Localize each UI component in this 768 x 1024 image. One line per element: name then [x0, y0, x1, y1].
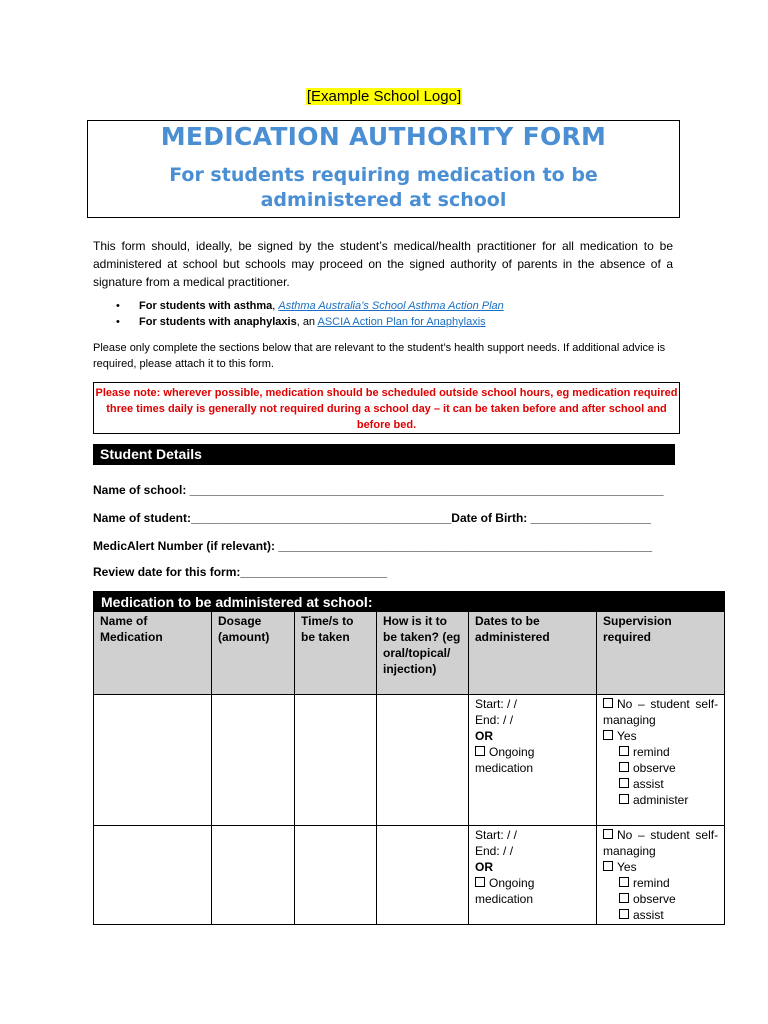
- yes-checkbox[interactable]: [603, 861, 613, 871]
- col-header: Dosage (amount): [212, 612, 295, 695]
- list-item: • For students with anaphylaxis, an ASCIA Action Plan for Anaphylaxis: [93, 314, 673, 330]
- medicalert-field[interactable]: MedicAlert Number (if relevant): ________________________________________________________: [93, 539, 653, 553]
- bullet-bold: For students with asthma: [139, 300, 273, 312]
- assist-checkbox[interactable]: [619, 778, 629, 788]
- table-row: [94, 695, 725, 826]
- observe-checkbox[interactable]: [619, 762, 629, 772]
- administer-checkbox[interactable]: [619, 794, 629, 804]
- ongoing-checkbox[interactable]: [475, 746, 485, 756]
- ongoing-checkbox[interactable]: [475, 877, 485, 887]
- medication-name-cell[interactable]: [94, 826, 212, 925]
- medication-name-cell[interactable]: [94, 695, 212, 826]
- dosage-cell[interactable]: [212, 695, 295, 826]
- assist-checkbox[interactable]: [619, 909, 629, 919]
- list-item: • For students with asthma, Asthma Australia’s School Asthma Action Plan: [93, 298, 673, 314]
- observe-checkbox[interactable]: [619, 893, 629, 903]
- supervision-cell: No – student self- managing Yes remind observe assist administer: [597, 695, 725, 826]
- remind-checkbox[interactable]: [619, 746, 629, 756]
- col-header: Name of Medication: [94, 612, 212, 695]
- method-cell[interactable]: [377, 826, 469, 925]
- method-cell[interactable]: [377, 695, 469, 826]
- no-checkbox[interactable]: [603, 829, 613, 839]
- review-date-field[interactable]: Review date for this form:______________________: [93, 565, 388, 579]
- col-header: How is it to be taken? (eg oral/topical/ injection): [377, 612, 469, 695]
- col-header: Dates to be administered: [469, 612, 597, 695]
- medication-table: [93, 591, 725, 925]
- intro-paragraph: This form should, ideally, be signed by the student’s medical/health practitioner for all medication to be administered at school but schools may proceed on the signed authority of parents in the absence of a signature from a medical practitioner.: [93, 239, 673, 289]
- column-header-row: [94, 612, 725, 695]
- note-box: Please note: wherever possible, medication should be scheduled outside school hours, eg medication required three times daily is generally not required during a school day – it can be taken before and after school and before bed.: [93, 382, 680, 434]
- school-name-field[interactable]: Name of school: _______________________________________________________________________: [93, 483, 664, 497]
- asthma-plan-link[interactable]: Asthma Australia’s School Asthma Action Plan: [278, 300, 504, 312]
- dates-cell[interactable]: Start: / / End: / / OR Ongoing medication: [469, 826, 597, 925]
- supervision-cell: No – student self- managing Yes remind observe assist: [597, 826, 725, 925]
- yes-checkbox[interactable]: [603, 730, 613, 740]
- remind-checkbox[interactable]: [619, 877, 629, 887]
- time-cell[interactable]: [295, 826, 377, 925]
- bullet-bold: For students with anaphylaxis: [139, 316, 297, 328]
- title-box: [87, 120, 680, 218]
- table-row: [94, 826, 725, 925]
- medication-header-row: [94, 592, 725, 612]
- instructions-paragraph: Please only complete the sections below that are relevant to the student’s health support needs. If additional advice is required, please attach it to this form.: [93, 342, 666, 370]
- dosage-cell[interactable]: [212, 826, 295, 925]
- school-logo-placeholder: [Example School Logo]: [306, 88, 462, 105]
- dates-cell[interactable]: Start: / / End: / / OR Ongoing medication: [469, 695, 597, 826]
- col-header: Time/s to be taken: [295, 612, 377, 695]
- no-checkbox[interactable]: [603, 698, 613, 708]
- medication-section-header: Medication to be administered at school:: [94, 592, 725, 612]
- form-title: MEDICATION AUTHORITY FORM: [160, 122, 607, 151]
- col-header: Supervision required: [597, 612, 725, 695]
- time-cell[interactable]: [295, 695, 377, 826]
- student-name-dob-field[interactable]: Name of student:_______________________________________Date of Birth: __________________: [93, 511, 651, 525]
- student-details-header: Student Details: [93, 444, 675, 465]
- form-subtitle: For students requiring medication to be administered at school: [169, 164, 598, 211]
- bullet-list: [93, 298, 673, 330]
- anaphylaxis-plan-link[interactable]: ASCIA Action Plan for Anaphylaxis: [317, 316, 486, 328]
